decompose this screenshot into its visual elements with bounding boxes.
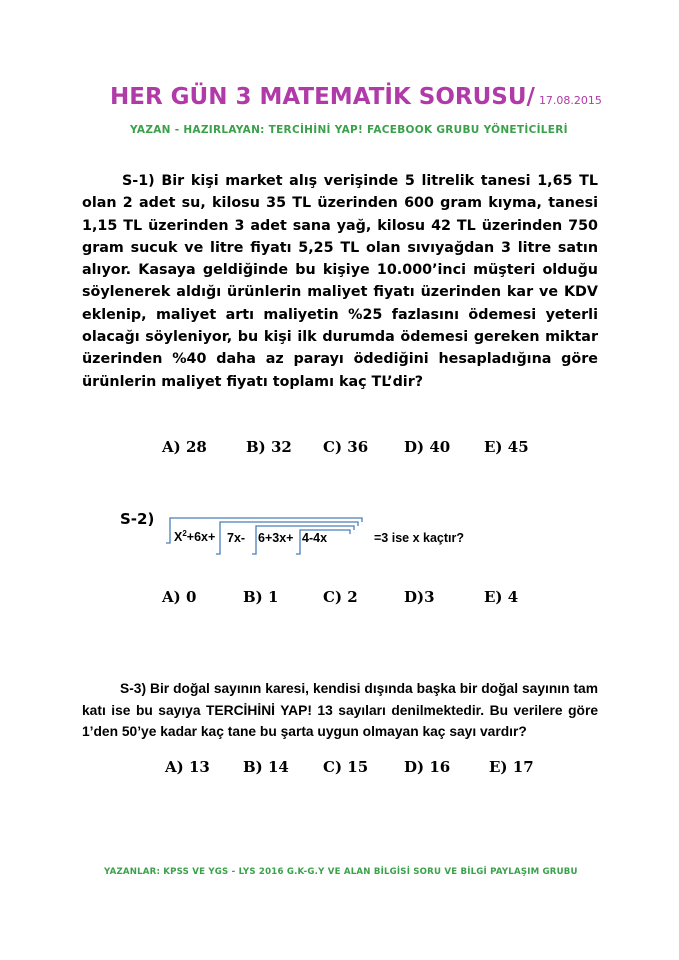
question-2-options	[162, 588, 562, 608]
question-3-text: S-3) Bir doğal sayının karesi, kendisi dışında başka bir doğal sayının tam katı ise bu sayıya TERCİHİNİ YAP! 13 sayıları denilmektedir. Bu verilere göre 1’den 50’ye kadar kaç tane bu şarta uygun olmayan kaç sayı vardır?	[82, 681, 598, 739]
page-title	[110, 84, 670, 110]
q3-option-a: A) 13	[165, 758, 210, 776]
q3-option-c: C) 15	[323, 758, 369, 776]
q1-option-a: A) 28	[162, 438, 207, 456]
question-1-text: S-1) Bir kişi market alış verişinde 5 litrelik tanesi 1,65 TL olan 2 adet su, kilosu 35 TL üzerinden 600 gram kıyma, tanesi 1,15 TL üzerinden 3 adet sana yağ, kilosu 42 TL üzerinden 750 gram sucuk ve litre fiyatı 5,25 TL olan sıvıyağdan 3 litre satın alıyor. Kasaya geldiğinde bu kişiye 10.000’inci müşteri olduğu söylenerek aldığı ürünlerin maliyet fiyatı üzerinden kar ve KDV eklenip, maliyet artı maliyetin %25 fazlasını ödemesi yeterli olacağı söyleniyor, bu kişi ilk durumda ödemesi gereken miktar üzerinden %40 daha az parayı ödediğini hesapladığına göre ürünlerin maliyet fiyatı toplamı kaç TL’dir?	[82, 173, 598, 390]
expr-term-4: 4-4x	[302, 531, 328, 545]
q2-option-b: B) 1	[243, 588, 279, 606]
q1-option-d: D) 40	[404, 438, 451, 456]
q1-option-e: E) 45	[484, 438, 529, 456]
question-1-options	[162, 438, 562, 458]
q2-option-a: A) 0	[162, 588, 197, 606]
q3-option-e: E) 17	[489, 758, 534, 776]
q1-option-b: B) 32	[246, 438, 292, 456]
q2-option-e: E) 4	[484, 588, 519, 606]
question-2-label: S-2)	[120, 510, 155, 528]
expr-term-1: $X^2+6x+$	[174, 529, 216, 545]
q3-option-d: D) 16	[404, 758, 451, 776]
title-date: 17.08.2015	[538, 94, 602, 107]
subtitle: YAZAN - HAZIRLAYAN: TERCİHİNİ YAP! FACEBOOK GRUBU YÖNETİCİLERİ	[130, 124, 568, 136]
q1-option-c: C) 36	[323, 438, 369, 456]
expr-tail: =3 ise x kaçtır?	[374, 531, 464, 545]
q2-option-c: C) 2	[323, 588, 358, 606]
title-text: HER GÜN 3 MATEMATİK SORUSU/	[110, 84, 535, 110]
expr-term-2: 7x-	[227, 531, 246, 545]
expr-term-3: 6+3x+	[258, 531, 294, 545]
q3-option-b: B) 14	[243, 758, 289, 776]
question-2-expression	[150, 512, 480, 562]
q2-option-d: D)3	[404, 588, 435, 606]
question-3-options	[165, 758, 565, 778]
footer: YAZANLAR: KPSS VE YGS - LYS 2016 G.K-G.Y VE ALAN BİLGİSİ SORU VE BİLGİ PAYLAŞIM GRUBU	[104, 867, 578, 877]
